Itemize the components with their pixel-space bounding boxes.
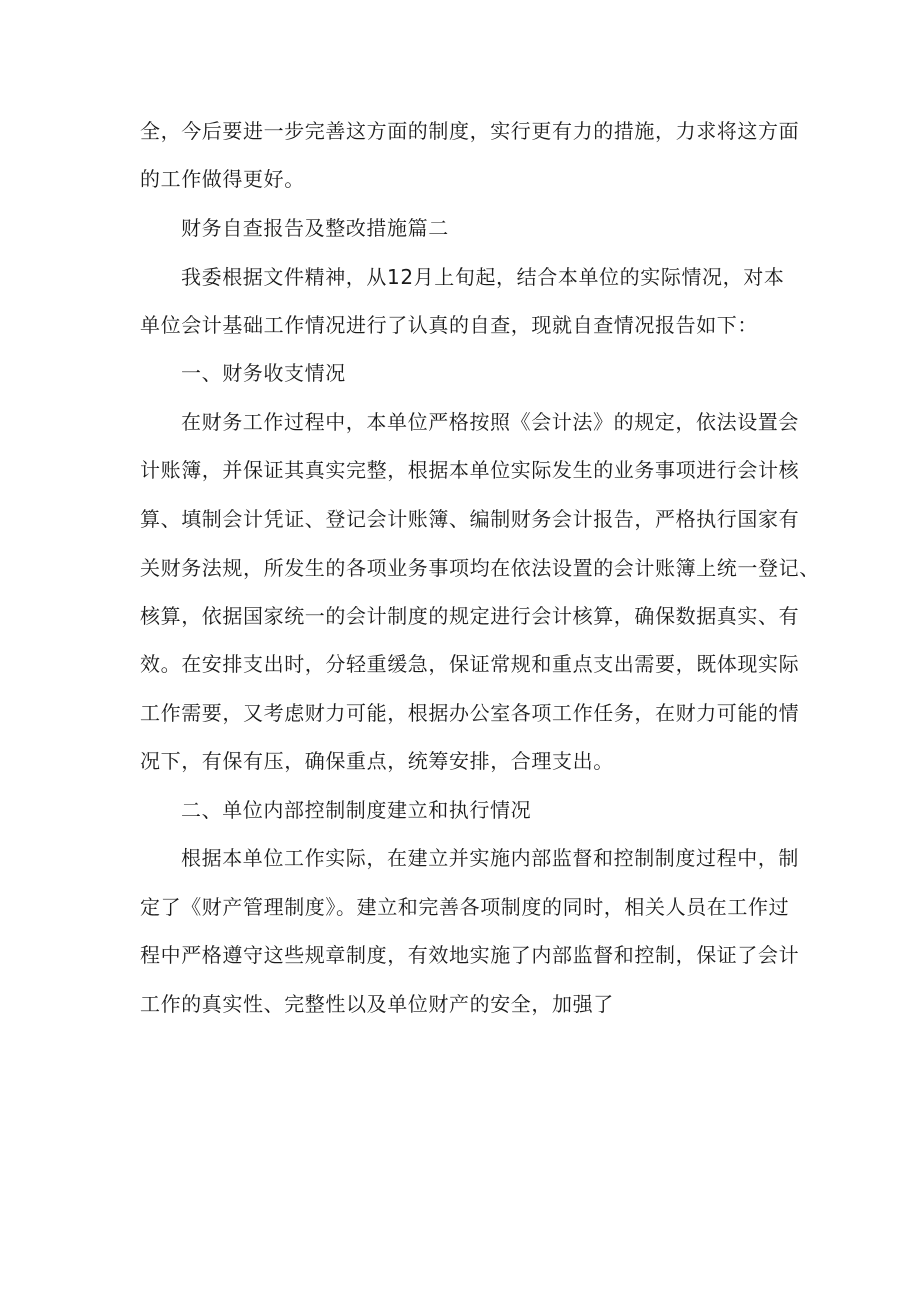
section-heading: 财务自查报告及整改措施篇二 [181, 216, 449, 240]
text-line: 关财务法规，所发生的各项业务事项均在依法设置的会计账簿上统一登记、 [140, 556, 820, 580]
text-line: 计账簿，并保证其真实完整，根据本单位实际发生的业务事项进行会计核 [140, 458, 800, 482]
text-line: 况下，有保有压，确保重点，统筹安排，合理支出。 [140, 749, 614, 773]
text-line: 效。在安排支出时，分轻重缓急，保证常规和重点支出需要，既体现实际 [140, 652, 800, 676]
section-heading: 一、财务收支情况 [181, 361, 346, 385]
section-heading: 二、单位内部控制制度建立和执行情况 [181, 798, 532, 822]
text-line: 程中严格遵守这些规章制度，有效地实施了内部监督和控制，保证了会计 [140, 943, 800, 967]
text-line: 在财务工作过程中，本单位严格按照《会计法》的规定，依法设置会 [181, 410, 799, 434]
text-line: 单位会计基础工作情况进行了认真的自查，现就自查情况报告如下： [140, 313, 758, 337]
text-line: 我委根据文件精神，从12月上旬起，结合本单位的实际情况，对本 [181, 265, 785, 289]
text-line: 工作需要，又考虑财力可能，根据办公室各项工作任务，在财力可能的情 [140, 701, 800, 725]
text-line: 的工作做得更好。 [140, 167, 305, 191]
text-line: 核算，依据国家统一的会计制度的规定进行会计核算，确保数据真实、有 [140, 604, 800, 628]
text-line: 根据本单位工作实际，在建立并实施内部监督和控制制度过程中，制 [181, 846, 799, 870]
text-line: 算、填制会计凭证、登记会计账簿、编制财务会计报告，严格执行国家有 [140, 507, 800, 531]
text-line: 工作的真实性、完整性以及单位财产的安全，加强了 [140, 992, 614, 1016]
text-line: 全，今后要进一步完善这方面的制度，实行更有力的措施，力求将这方面 [140, 119, 800, 143]
text-line: 定了《财产管理制度》。建立和完善各项制度的同时，相关人员在工作过 [140, 895, 790, 919]
